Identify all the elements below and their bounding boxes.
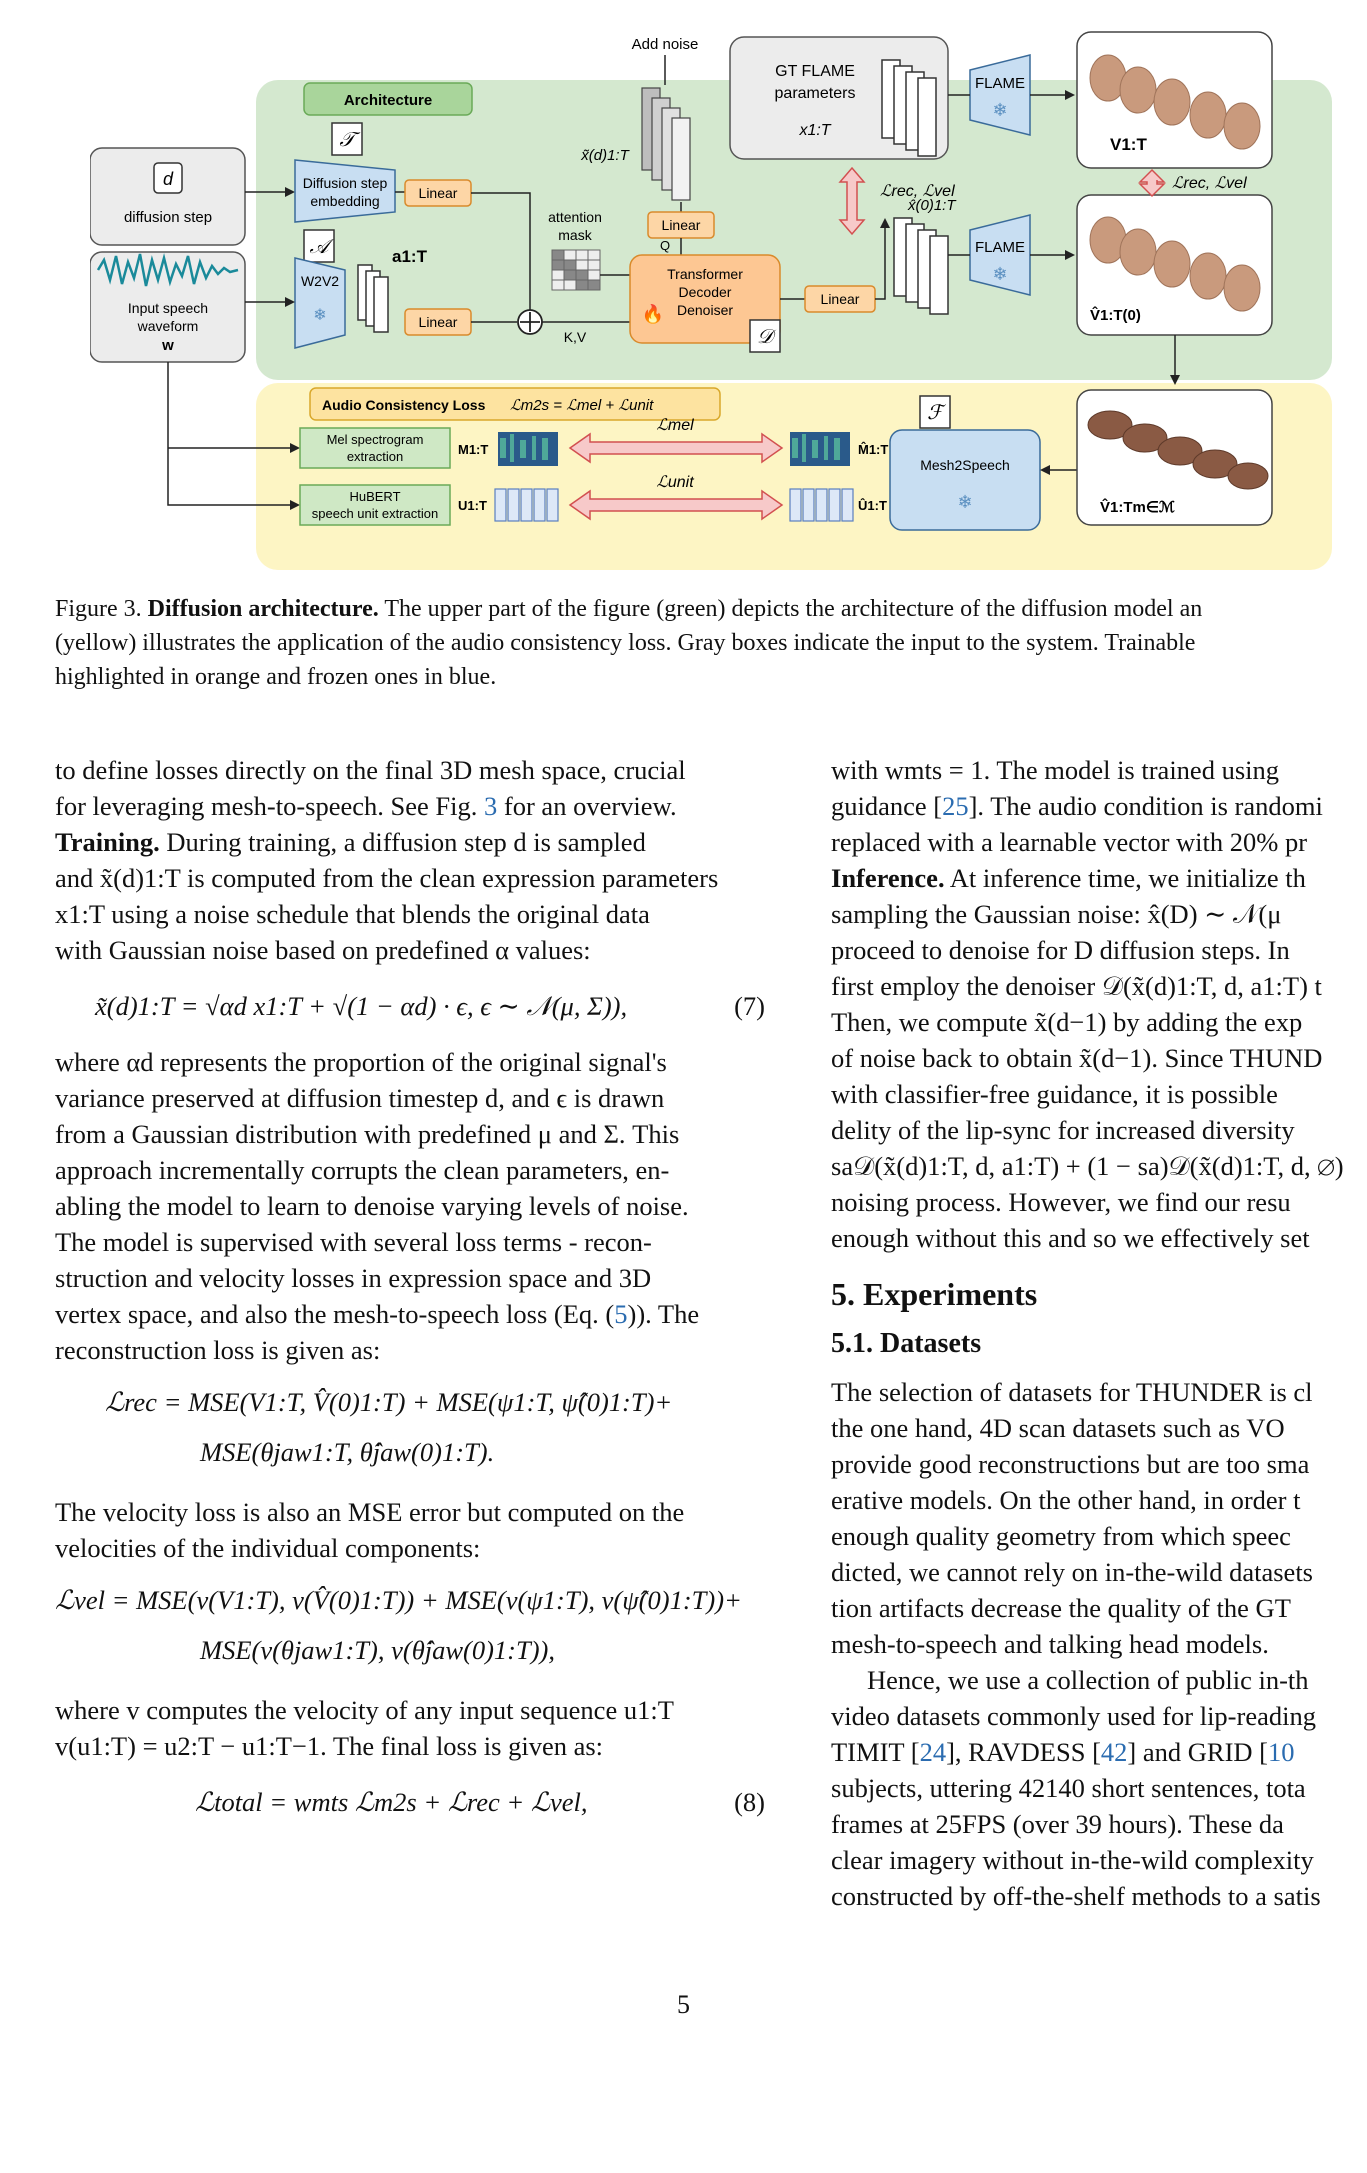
right-line-6: proceed to denoise for D diffusion steps. In [831,935,1290,965]
caption-line-1 [55,592,1365,626]
right-line-5: sampling the Gaussian noise: x̂(D) ∼ 𝒩(μ [831,899,1282,929]
page-number: 5 [677,1990,690,2019]
diff-emb-line1: Diffusion step [302,175,388,191]
linear-label-2: Linear [418,314,458,330]
linear-label-3: Linear [661,217,701,233]
speech-unit-tokens [495,489,558,521]
xd-label: x̃(d)1:T [581,147,629,164]
hence-line-2: video datasets commonly used for lip-reading [831,1701,1316,1731]
flame-trainable-icon: 🔥 [641,304,665,324]
L-mel-label: ℒmel [656,417,694,434]
caption-title: Diffusion architecture. [147,596,379,622]
training-line-2: and x̃(d)1:T is computed from the clean expression parameters [55,863,719,893]
mel-line2: extraction [346,449,404,464]
Mhat-label: M̂1:T [858,442,889,457]
right-line-9: of noise back to obtain x̃(d−1). Since THUND [831,1043,1323,1073]
right-line-3: replaced with a learnable vector with 20% pr [831,827,1308,857]
training-paragraph-line-1: Training. During training, a diffusion step d is sampled [55,827,646,857]
datasets-line-5: enough quality geometry from which speec [831,1521,1291,1551]
caption-line-2: (yellow) illustrates the application of the audio consistency loss. Gray boxes indicate the input to the system. Trainable [55,630,1196,656]
audio-loss-label: Audio Consistency Loss [322,397,486,413]
right-line-7: first employ the denoiser 𝒟(x̃(d)1:T, d, a1:T) t [831,971,1322,1001]
q-label: Q [659,238,671,253]
mesh2speech-label: Mesh2Speech [920,457,1010,473]
left-p2-line-8: vertex space, and also the mesh-to-speech loss (Eq. (5)). The [55,1299,700,1329]
attention-mask-label-2: mask [558,227,592,243]
flame-top-label: FLAME [974,75,1026,92]
diff-emb-line2: embedding [310,193,380,209]
L-unit-label: ℒunit [656,474,694,491]
cite-25-link[interactable]: 25 [942,791,969,821]
V0-label: V̂1:T(0) [1090,307,1141,324]
w2v2-block [295,258,345,348]
equation-7-number: (7) [734,991,765,1021]
cite-42-link[interactable]: 42 [1100,1737,1128,1767]
caption-label: Figure 3. [55,596,142,622]
equation-7-body: x̃(d)1:T = √αd x1:T + √(1 − αd) · ϵ, ϵ ∼ 𝒩(μ, Σ)), [95,991,628,1021]
right-line-12: sa𝒟(x̃(d)1:T, d, a1:T) + (1 − sa)𝒟(x̃(d)1:T, d, ∅) [831,1151,1344,1181]
gt-x1t-label: x1:T [799,122,831,139]
datasets-line-8: mesh-to-speech and talking head models. [831,1629,1269,1659]
f-symbol: ℱ [927,402,943,424]
loss-rec-vel-label-1: ℒrec, ℒvel [880,183,955,200]
flame-top-block [970,55,1030,135]
kv-label: K,V [563,329,587,345]
datasets-line-7: tion artifacts decrease the quality of the GT [831,1593,1291,1623]
equation-8-body: ℒtotal = wmts ℒm2s + ℒrec + ℒvel, [195,1787,588,1817]
diffusion-step-label: diffusion step [123,209,213,226]
hence-line-7: constructed by off-the-shelf methods to a satis [831,1881,1321,1911]
loss-rec-vel-label-2: ℒrec, ℒvel [1172,175,1247,192]
hence-line-6: clear imagery without in-the-wild complexity [831,1845,1314,1875]
transformer-line1: Transformer [667,266,743,282]
transformer-line3: Denoiser [676,302,734,318]
right-line-10: with classifier-free guidance, it is possible [831,1079,1278,1109]
equation-vel [55,1574,765,1684]
linear-label-4: Linear [820,291,860,307]
diffusion-architecture-figure [90,30,1335,575]
caption-line-3: highlighted in orange and frozen ones in blue. [55,664,497,690]
datasets-line-2: the one hand, 4D scan datasets such as VO [831,1413,1285,1443]
equation-rec [55,1376,765,1486]
section-5-heading: 5. Experiments [831,1276,1038,1312]
attention-mask-grid [552,250,600,290]
hence-line-5: frames at 25FPS (over 39 hours). These da [831,1809,1284,1839]
equation-7 [55,976,765,1036]
cite-10-link[interactable]: 10 [1267,1737,1295,1767]
gt-flame-label: GT FLAME [775,63,855,80]
hubert-line2: speech unit extraction [311,506,439,521]
V1T-label: V1:T [1110,135,1147,154]
left-p2-line-3: from a Gaussian distribution with predefined μ and Σ. This [55,1119,680,1149]
left-column [55,752,765,1840]
left-p4-line-2: v(u1:T) = u2:T − u1:T−1. The final loss is given as: [55,1731,604,1761]
U1T-label: U1:T [458,498,487,513]
right-line-13: noising process. However, we find our resu [831,1187,1291,1217]
linear-label-1: Linear [418,185,458,201]
predicted-mel-image [790,432,850,466]
Vm-label: V̂1:Tm∈ℳ [1100,499,1175,516]
hence-line-1: Hence, we use a collection of public in-th [867,1665,1309,1695]
left-p3-line-2: velocities of the individual components: [55,1533,481,1563]
left-p2-line-1: where αd represents the proportion of the original signal's [55,1047,667,1077]
right-line-11: delity of the lip-sync for increased diversity [831,1115,1295,1145]
hence-line-4: subjects, uttering 42140 short sentences, tota [831,1773,1306,1803]
left-p4-line-1: where v computes the velocity of any input sequence u1:T [55,1695,674,1725]
right-line-14: enough without this and so we effectively set [831,1223,1310,1253]
predicted-unit-tokens [790,489,853,521]
right-line-4: Inference. At inference time, we initialize th [831,863,1306,893]
a-symbol: 𝒜 [309,236,329,258]
d-denoiser-symbol: 𝒟 [757,326,773,348]
section-5-1-heading: 5.1. Datasets [831,1328,982,1359]
right-line-8: Then, we compute x̃(d−1) by adding the exp [831,1007,1303,1037]
flame-bottom-label: FLAME [974,239,1026,256]
right-column [831,752,1367,1914]
eq-ref-link[interactable]: 5 [614,1299,628,1329]
training-line-4: with Gaussian noise based on predefined α values: [55,935,591,965]
equation-vel-line-1: ℒvel = MSE(v(V1:T), v(V̂(0)1:T)) + MSE(v(ψ1:T), v(ψ̂(0)1:T))+ [55,1585,742,1615]
w2v2-label: W2V2 [300,273,340,289]
x0-label: x̂(0)1:T [908,197,956,214]
equation-8-number: (8) [734,1787,765,1817]
w2v2-snowflake-icon: ❄ [313,307,327,324]
mel-spectrogram-image [498,432,558,466]
figure-caption [55,592,1365,694]
right-line-2: guidance [25]. The audio condition is randomi [831,791,1323,821]
input-speech-line2: waveform [137,318,199,334]
datasets-line-6: dicted, we cannot rely on in-the-wild datasets [831,1557,1313,1587]
diffusion-step-embedding-block [295,160,395,222]
attention-mask-label-1: attention [548,209,602,225]
training-heading: Training. [55,827,160,857]
equation-rec-line-2: MSE(θjaw1:T, θ̂jaw(0)1:T). [200,1437,495,1467]
hence-line-3: TIMIT [24], RAVDESS [42] and GRID [10 [831,1737,1295,1767]
left-p2-line-4: approach incrementally corrupts the clean parameters, en- [55,1155,670,1185]
fig-ref-link[interactable]: 3 [484,791,498,821]
mel-line1: Mel spectrogram [326,432,424,447]
cite-24-link[interactable]: 24 [919,1737,947,1767]
inference-heading: Inference. [831,863,945,893]
left-p2-line-6: The model is supervised with several loss terms - recon- [55,1227,652,1257]
M1T-label: M1:T [458,442,489,457]
equation-rec-line-1: ℒrec = MSE(V1:T, V̂(0)1:T) + MSE(ψ1:T, ψ̂(0)1:T)+ [105,1387,673,1417]
gt-flame-params-label: parameters [774,85,856,102]
Uhat-label: Û1:T [858,498,887,513]
equation-8 [55,1772,765,1832]
left-line-1: to define losses directly on the final 3D mesh space, crucial [55,755,686,785]
left-p2-line-5: abling the model to learn to denoise varying levels of noise. [55,1191,689,1221]
left-line-2: for leveraging mesh-to-speech. See Fig. 3 for an overview. [55,791,677,821]
hubert-line1: HuBERT [349,489,401,504]
snowflake-icon: ❄ [992,100,1008,120]
left-p2-line-9: reconstruction loss is given as: [55,1335,381,1365]
flame-bottom-snowflake-icon: ❄ [992,264,1008,284]
equation-vel-line-2: MSE(v(θjaw1:T), v(θ̂jaw(0)1:T)), [200,1635,555,1665]
mesh2speech-block [890,430,1040,530]
input-speech-line3: w [162,337,174,354]
input-speech-line1: Input speech [127,300,209,316]
datasets-line-3: provide good reconstructions but are too sma [831,1449,1310,1479]
add-noise-label: Add noise [631,36,699,53]
a1T-label: a1:T [392,247,427,266]
transformer-line2: Decoder [678,284,732,300]
t-symbol: 𝒯 [339,129,355,151]
mesh2speech-snowflake-icon: ❄ [957,492,973,512]
architecture-label: Architecture [343,92,433,109]
audio-loss-equation: ℒm2s = ℒmel + ℒunit [510,397,654,414]
training-line-3: x1:T using a noise schedule that blends the original data [55,899,650,929]
right-line-1: with wmts = 1. The model is trained using [831,755,1279,785]
caption-text-1: The upper part of the figure (green) depicts the architecture of the diffusion model an [384,596,1203,622]
left-p3-line-1: The velocity loss is also an MSE error but computed on the [55,1497,685,1527]
left-p2-line-7: struction and velocity losses in expression space and 3D [55,1263,652,1293]
left-p2-line-2: variance preserved at diffusion timestep d, and ϵ is drawn [55,1083,665,1113]
datasets-line-1: The selection of datasets for THUNDER is cl [831,1377,1313,1407]
d-symbol: d [162,169,174,189]
datasets-line-4: erative models. On the other hand, in order t [831,1485,1301,1515]
